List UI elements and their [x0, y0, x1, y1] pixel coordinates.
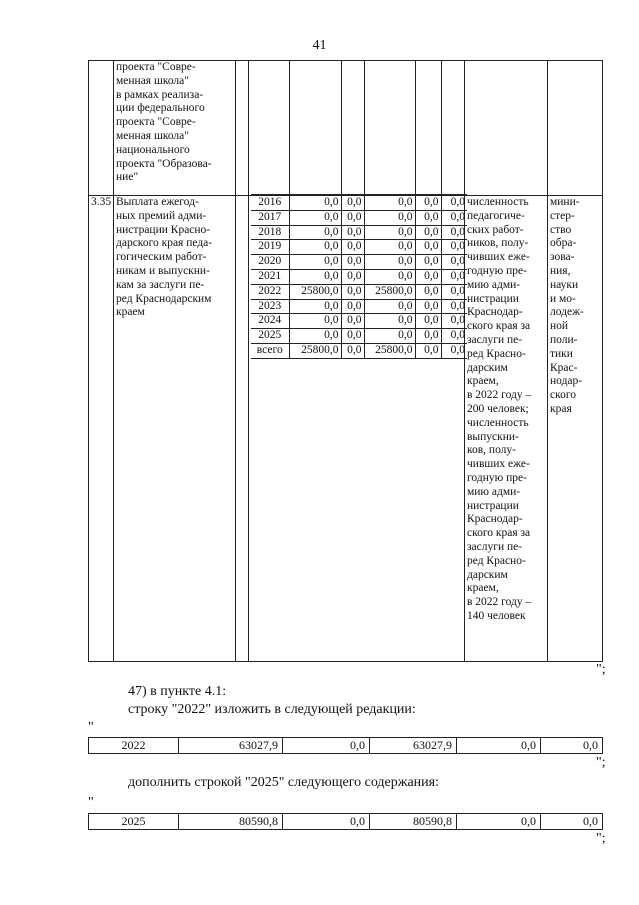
text-line: ред Красно- [467, 554, 526, 567]
year-cell-total: 25800,0 [289, 284, 341, 299]
row-2025 [89, 814, 603, 830]
text-line: нистрации [467, 499, 519, 512]
year-row [251, 255, 467, 270]
row-cell: 80590,8 [179, 814, 283, 830]
year-cell-kb: 0,0 [364, 240, 415, 255]
row-cell: 0,0 [541, 738, 603, 754]
text-line: заслуги пе- [467, 540, 523, 553]
year-cell-fb: 0,0 [341, 240, 364, 255]
text-line: проекта "Совре- [116, 61, 196, 73]
text-line: поли- [550, 333, 578, 346]
text-line: чивших еже- [467, 251, 530, 264]
text-line: ского края за [467, 527, 531, 540]
cell-executor [548, 196, 603, 662]
year-cell-mb: 0,0 [415, 314, 441, 329]
text-line: Краснодар- [467, 513, 523, 526]
year-cell-kb: 0,0 [364, 269, 415, 284]
cell-empty [236, 61, 249, 196]
year-cell-year: 2023 [251, 299, 289, 314]
row-2022-table [88, 737, 603, 754]
year-row [251, 343, 467, 358]
year-cell-mb: 0,0 [415, 240, 441, 255]
year-cell-fb: 0,0 [341, 299, 364, 314]
year-cell-year: 2016 [251, 196, 289, 210]
text-line: гогическим работ- [116, 251, 207, 264]
year-cell-kb: 0,0 [364, 210, 415, 225]
text-line: Крас- [550, 361, 578, 374]
text-line: науки [550, 278, 579, 291]
row-2022 [89, 738, 603, 754]
year-cell-year: 2020 [251, 255, 289, 270]
year-cell-fb: 0,0 [341, 196, 364, 210]
cell-executor-empty [548, 61, 603, 196]
text-line: нистрации Красно- [116, 223, 211, 236]
row-cell: 0,0 [283, 738, 370, 754]
closing-quote: "; [596, 831, 606, 846]
row-2025-table [88, 813, 603, 830]
year-row [251, 225, 467, 240]
text-line: ред Краснодарским [116, 292, 212, 305]
year-cell-fb: 0,0 [341, 329, 364, 344]
text-line: менная школа" [116, 74, 189, 87]
text-line: мию адми- [467, 485, 521, 498]
text-line: зова- [550, 251, 575, 264]
year-cell-fb: 0,0 [341, 225, 364, 240]
text-line: ния, [550, 264, 571, 277]
item-47-heading: 47) в пункте 4.1: [128, 684, 227, 699]
year-cell-fb: 0,0 [341, 210, 364, 225]
year-cell-year: 2018 [251, 225, 289, 240]
year-row [251, 240, 467, 255]
text-line: в рамках реализа- [116, 88, 204, 101]
year-cell-kb: 0,0 [364, 225, 415, 240]
instruction-row-2025: дополнить строкой "2025" следующего содержания: [128, 775, 439, 790]
year-cell-total: 0,0 [289, 225, 341, 240]
row-cell: 0,0 [457, 738, 541, 754]
text-line: в 2022 году – [467, 596, 532, 609]
year-cell-fb: 0,0 [341, 255, 364, 270]
text-line: мию адми- [467, 278, 521, 291]
year-cell-kb: 25800,0 [364, 343, 415, 358]
cell-result [465, 196, 548, 662]
text-line: ной [550, 320, 569, 333]
year-cell-mb: 0,0 [415, 299, 441, 314]
text-line: выпускни- [467, 430, 519, 443]
year-cell-total: 0,0 [289, 299, 341, 314]
text-line: 200 человек; [467, 402, 529, 415]
closing-quote: "; [596, 662, 606, 677]
year-row [251, 329, 467, 344]
text-line: численность [467, 416, 529, 429]
text-line: никам и выпускни- [116, 264, 210, 277]
text-line: нодар- [550, 375, 583, 388]
row-cell: 2025 [89, 814, 179, 830]
year-cell-vi: 0,0 [441, 225, 467, 240]
year-row [251, 269, 467, 284]
year-cell-mb: 0,0 [415, 255, 441, 270]
year-cell-fb: 0,0 [341, 343, 364, 358]
text-line: ред Красно- [467, 347, 526, 360]
year-row [251, 299, 467, 314]
text-line: ство [550, 223, 572, 236]
finance-by-year [251, 196, 467, 359]
cell-description [114, 196, 236, 662]
year-row [251, 196, 467, 210]
table-row-3-35 [89, 196, 603, 662]
open-quote: " [88, 795, 94, 810]
year-cell-mb: 0,0 [415, 225, 441, 240]
cell-empty [236, 196, 249, 662]
text-line: проекта "Образова- [116, 157, 212, 170]
text-line: 140 человек [467, 609, 526, 622]
text-line: краем, [467, 582, 499, 595]
year-row [251, 284, 467, 299]
page-number: 41 [312, 38, 327, 53]
text-line: краем, [467, 375, 499, 388]
year-cell-vi: 0,0 [441, 284, 467, 299]
text-line: дарского края педа- [116, 237, 213, 250]
text-line: мини- [550, 196, 580, 208]
row-cell: 0,0 [541, 814, 603, 830]
text-line: кам за заслуги пе- [116, 278, 205, 291]
text-line: в 2022 году – [467, 389, 532, 402]
text-line: и мо- [550, 292, 576, 305]
row-cell: 0,0 [457, 814, 541, 830]
text-line: дарским [467, 568, 508, 581]
year-cell-kb: 25800,0 [364, 284, 415, 299]
text-line: Краснодар- [467, 306, 523, 319]
year-cell-total: 0,0 [289, 329, 341, 344]
year-cell-total: 0,0 [289, 240, 341, 255]
text-line: заслуги пе- [467, 333, 523, 346]
text-line: численность [467, 196, 529, 208]
text-line: тики [550, 347, 573, 360]
year-cell-fb: 0,0 [341, 314, 364, 329]
year-cell-year: 2025 [251, 329, 289, 344]
text-line: менная школа" [116, 129, 189, 142]
year-cell-total: 0,0 [289, 269, 341, 284]
table-row-continued [89, 61, 603, 196]
cell-finance-empty [249, 61, 465, 196]
year-cell-vi: 0,0 [441, 196, 467, 210]
year-cell-vi: 0,0 [441, 210, 467, 225]
text-line: лодеж- [550, 306, 584, 319]
year-row [251, 314, 467, 329]
row-cell: 2022 [89, 738, 179, 754]
year-row [251, 210, 467, 225]
text-line: края [550, 402, 572, 415]
year-cell-kb: 0,0 [364, 329, 415, 344]
year-cell-vi: 0,0 [441, 314, 467, 329]
program-table [88, 60, 603, 662]
text-line: ников, полу- [467, 237, 529, 250]
cell-number-empty [89, 61, 114, 196]
text-line: обра- [550, 237, 577, 250]
year-cell-total: 0,0 [289, 255, 341, 270]
year-cell-vi: 0,0 [441, 299, 467, 314]
year-cell-vi: 0,0 [441, 240, 467, 255]
year-cell-total: 0,0 [289, 196, 341, 210]
year-cell-year: всего [251, 343, 289, 358]
year-cell-year: 2022 [251, 284, 289, 299]
year-cell-kb: 0,0 [364, 299, 415, 314]
text-line: ции федерального [116, 102, 205, 115]
text-line: стер- [550, 209, 575, 222]
year-cell-total: 25800,0 [289, 343, 341, 358]
text-line: ние" [116, 171, 139, 184]
text-line: чивших еже- [467, 458, 530, 471]
text-line: ских работ- [467, 223, 524, 236]
text-line: педагогиче- [467, 209, 525, 222]
year-cell-year: 2021 [251, 269, 289, 284]
year-cell-mb: 0,0 [415, 269, 441, 284]
text-line: Выплата ежегод- [116, 196, 199, 208]
year-cell-vi: 0,0 [441, 343, 467, 358]
year-cell-year: 2019 [251, 240, 289, 255]
row-number: 3.35 [89, 196, 114, 662]
text-line: нистрации [467, 292, 519, 305]
text-line: краем [116, 306, 145, 319]
text-line: дарским [467, 361, 508, 374]
cell-result-empty [465, 61, 548, 196]
text-line: ского [550, 389, 577, 402]
year-cell-mb: 0,0 [415, 196, 441, 210]
text-line: национального [116, 143, 190, 156]
year-cell-kb: 0,0 [364, 314, 415, 329]
year-cell-year: 2017 [251, 210, 289, 225]
year-cell-vi: 0,0 [441, 329, 467, 344]
instruction-row-2022: строку "2022" изложить в следующей редакции: [128, 702, 416, 717]
closing-quote: "; [596, 755, 606, 770]
year-cell-mb: 0,0 [415, 329, 441, 344]
text-line: ных премий адми- [116, 209, 207, 222]
year-cell-kb: 0,0 [364, 196, 415, 210]
year-cell-kb: 0,0 [364, 255, 415, 270]
cell-finance [249, 196, 465, 662]
finance-columns-empty [251, 61, 467, 195]
year-cell-mb: 0,0 [415, 343, 441, 358]
year-cell-fb: 0,0 [341, 269, 364, 284]
cell-description-continued [114, 61, 236, 196]
text-line: ского края за [467, 320, 531, 333]
row-cell: 63027,9 [179, 738, 283, 754]
text-line: ков, полу- [467, 444, 517, 457]
year-cell-total: 0,0 [289, 210, 341, 225]
row-cell: 80590,8 [370, 814, 457, 830]
year-cell-total: 0,0 [289, 314, 341, 329]
text-line: годную пре- [467, 471, 527, 484]
year-cell-year: 2024 [251, 314, 289, 329]
year-cell-vi: 0,0 [441, 255, 467, 270]
text-line: проекта "Совре- [116, 116, 196, 129]
year-cell-mb: 0,0 [415, 210, 441, 225]
text-line: годную пре- [467, 264, 527, 277]
year-cell-mb: 0,0 [415, 284, 441, 299]
year-cell-vi: 0,0 [441, 269, 467, 284]
open-quote: " [88, 720, 94, 735]
row-cell: 63027,9 [370, 738, 457, 754]
year-cell-fb: 0,0 [341, 284, 364, 299]
row-cell: 0,0 [283, 814, 370, 830]
